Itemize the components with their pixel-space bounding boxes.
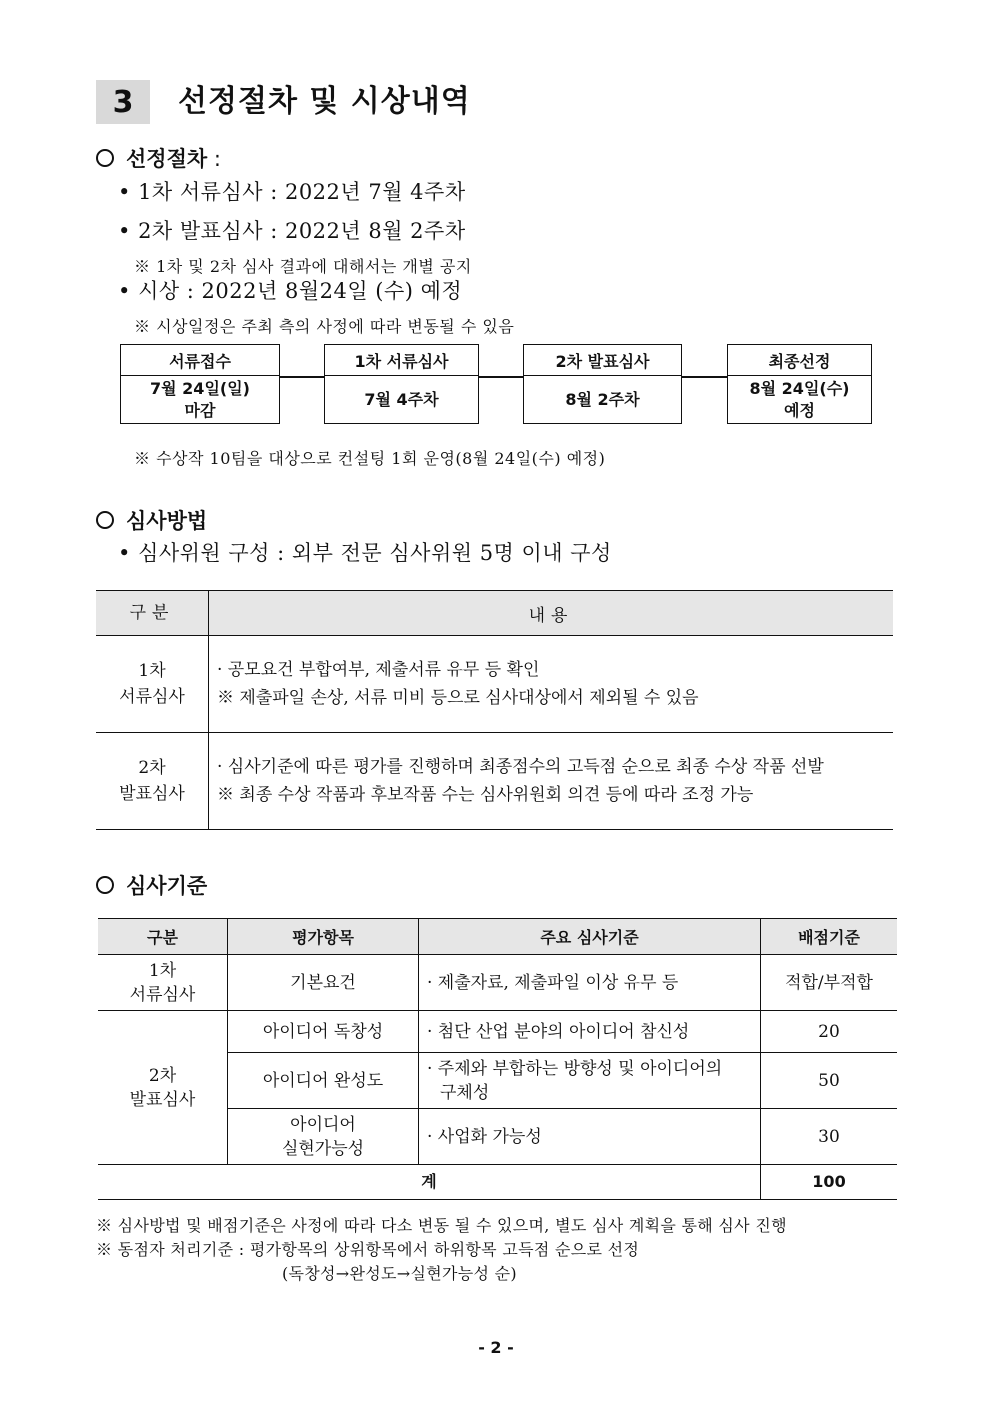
criteria-text: · 제출자료, 제출파일 이상 유무 등: [419, 955, 761, 1011]
table-row: [96, 636, 893, 733]
total-row: [98, 1165, 897, 1200]
criteria-heading: 심사기준: [96, 870, 207, 900]
flow-step-title: 최종선정: [728, 345, 871, 376]
method-note: ※ 최종 수상 작품과 후보작품 수는 심사위원회 의견 등에 따라 조정 가능: [217, 785, 754, 805]
section-number: 3: [96, 80, 150, 124]
procedure-item-2: • 2차 발표심사 : 2022년 8월 2주차: [118, 219, 466, 243]
criteria-col-category: 구분: [98, 919, 228, 955]
procedure-heading: 선정절차 :: [96, 143, 221, 173]
procedure-note-3: ※ 수상작 10팀을 대상으로 컨설팅 1회 운영(8월 24일(수) 예정): [134, 449, 606, 468]
table-row: [98, 1011, 897, 1053]
flow-connector: [279, 376, 325, 378]
flow-step-title: 서류접수: [121, 345, 279, 376]
flow-connector: [478, 376, 524, 378]
method-desc: · 공모요건 부합여부, 제출서류 유무 등 확인: [217, 660, 540, 680]
criteria-col-score: 배점기준: [761, 919, 898, 955]
flow-step-date: 7월 4주차: [364, 389, 439, 409]
criteria-item: 아이디어: [290, 1114, 356, 1135]
criteria-score: 30: [761, 1109, 898, 1165]
flow-step-date: 8월 24일(수): [749, 378, 850, 398]
circle-bullet-icon: [96, 876, 114, 894]
criteria-text: · 첨단 산업 분야의 아이디어 참신성: [419, 1011, 761, 1053]
method-heading: 심사방법: [96, 505, 207, 535]
procedure-note-2: ※ 시상일정은 주최 측의 사정에 따라 변동될 수 있음: [134, 317, 515, 336]
footnote-1: ※ 심사방법 및 배점기준은 사정에 따라 다소 변동 될 수 있으며, 별도 심사 계획을 통해 심사 진행: [96, 1216, 787, 1235]
flow-step-final: [727, 344, 872, 424]
flow-step-title: 2차 발표심사: [524, 345, 681, 376]
criteria-col-item: 평가항목: [228, 919, 419, 955]
flow-step-first-review: [324, 344, 479, 424]
committee-composition: • 심사위원 구성 : 외부 전문 심사위원 5명 이내 구성: [118, 541, 612, 565]
method-col-content: 내용: [209, 591, 894, 636]
award-schedule: • 시상 : 2022년 8월24일 (수) 예정: [118, 279, 463, 303]
stage-label: 서류심사: [119, 687, 185, 707]
section-title: 선정절차 및 시상내역: [178, 84, 471, 119]
method-col-category: 구분: [96, 591, 209, 636]
total-value: 100: [761, 1165, 898, 1200]
criteria-col-criterion: 주요 심사기준: [419, 919, 761, 955]
flow-step-second-review: [523, 344, 682, 424]
criteria-score: 20: [761, 1011, 898, 1053]
table-row: [96, 733, 893, 830]
criteria-item: 아이디어 완성도: [228, 1053, 419, 1109]
criteria-score: 적합/부적합: [761, 955, 898, 1011]
criteria-score: 50: [761, 1053, 898, 1109]
stage-label: 서류심사: [129, 984, 196, 1005]
footnote-2: ※ 동점자 처리기준 : 평가항목의 상위항목에서 하위항목 고득점 순으로 선정: [96, 1240, 640, 1259]
circle-bullet-icon: [96, 149, 114, 167]
stage-label: 2차: [138, 758, 166, 778]
stage-label: 2차: [148, 1065, 177, 1086]
stage-label: 발표심사: [119, 784, 185, 804]
flow-step-title: 1차 서류심사: [325, 345, 478, 376]
stage-label: 발표심사: [129, 1089, 196, 1110]
criteria-text: · 사업화 가능성: [419, 1109, 761, 1165]
flow-step-submission: [120, 344, 280, 424]
flow-connector: [681, 376, 728, 378]
criteria-table: [98, 918, 897, 1200]
stage-label: 1차: [148, 960, 177, 981]
criteria-item: 실현가능성: [281, 1138, 365, 1159]
page-number: - 2 -: [478, 1338, 514, 1357]
method-desc: · 심사기준에 따른 평가를 진행하며 최종점수의 고득점 순으로 최종 수상 작품 선발: [217, 757, 824, 777]
flow-step-sub: 예정: [784, 400, 815, 420]
table-row: [98, 955, 897, 1011]
stage-label: 1차: [138, 661, 166, 681]
criteria-text: · 주제와 부합하는 방향성 및 아이디어의: [427, 1058, 723, 1079]
criteria-item: 기본요건: [228, 955, 419, 1011]
circle-bullet-icon: [96, 511, 114, 529]
flow-step-date: 7월 24일(일): [150, 378, 250, 398]
flow-step-date: 8월 2주차: [565, 389, 640, 409]
procedure-note-1: ※ 1차 및 2차 심사 결과에 대해서는 개별 공지: [134, 257, 472, 276]
procedure-item-1: • 1차 서류심사 : 2022년 7월 4주차: [118, 180, 466, 204]
footnote-3: (독창성→완성도→실현가능성 순): [282, 1264, 517, 1283]
total-label: 계: [98, 1165, 761, 1200]
criteria-text: 구체성: [440, 1082, 490, 1103]
criteria-item: 아이디어 독창성: [228, 1011, 419, 1053]
flow-step-sub: 마감: [184, 400, 216, 420]
method-table: [96, 590, 893, 830]
method-note: ※ 제출파일 손상, 서류 미비 등으로 심사대상에서 제외될 수 있음: [217, 688, 699, 708]
